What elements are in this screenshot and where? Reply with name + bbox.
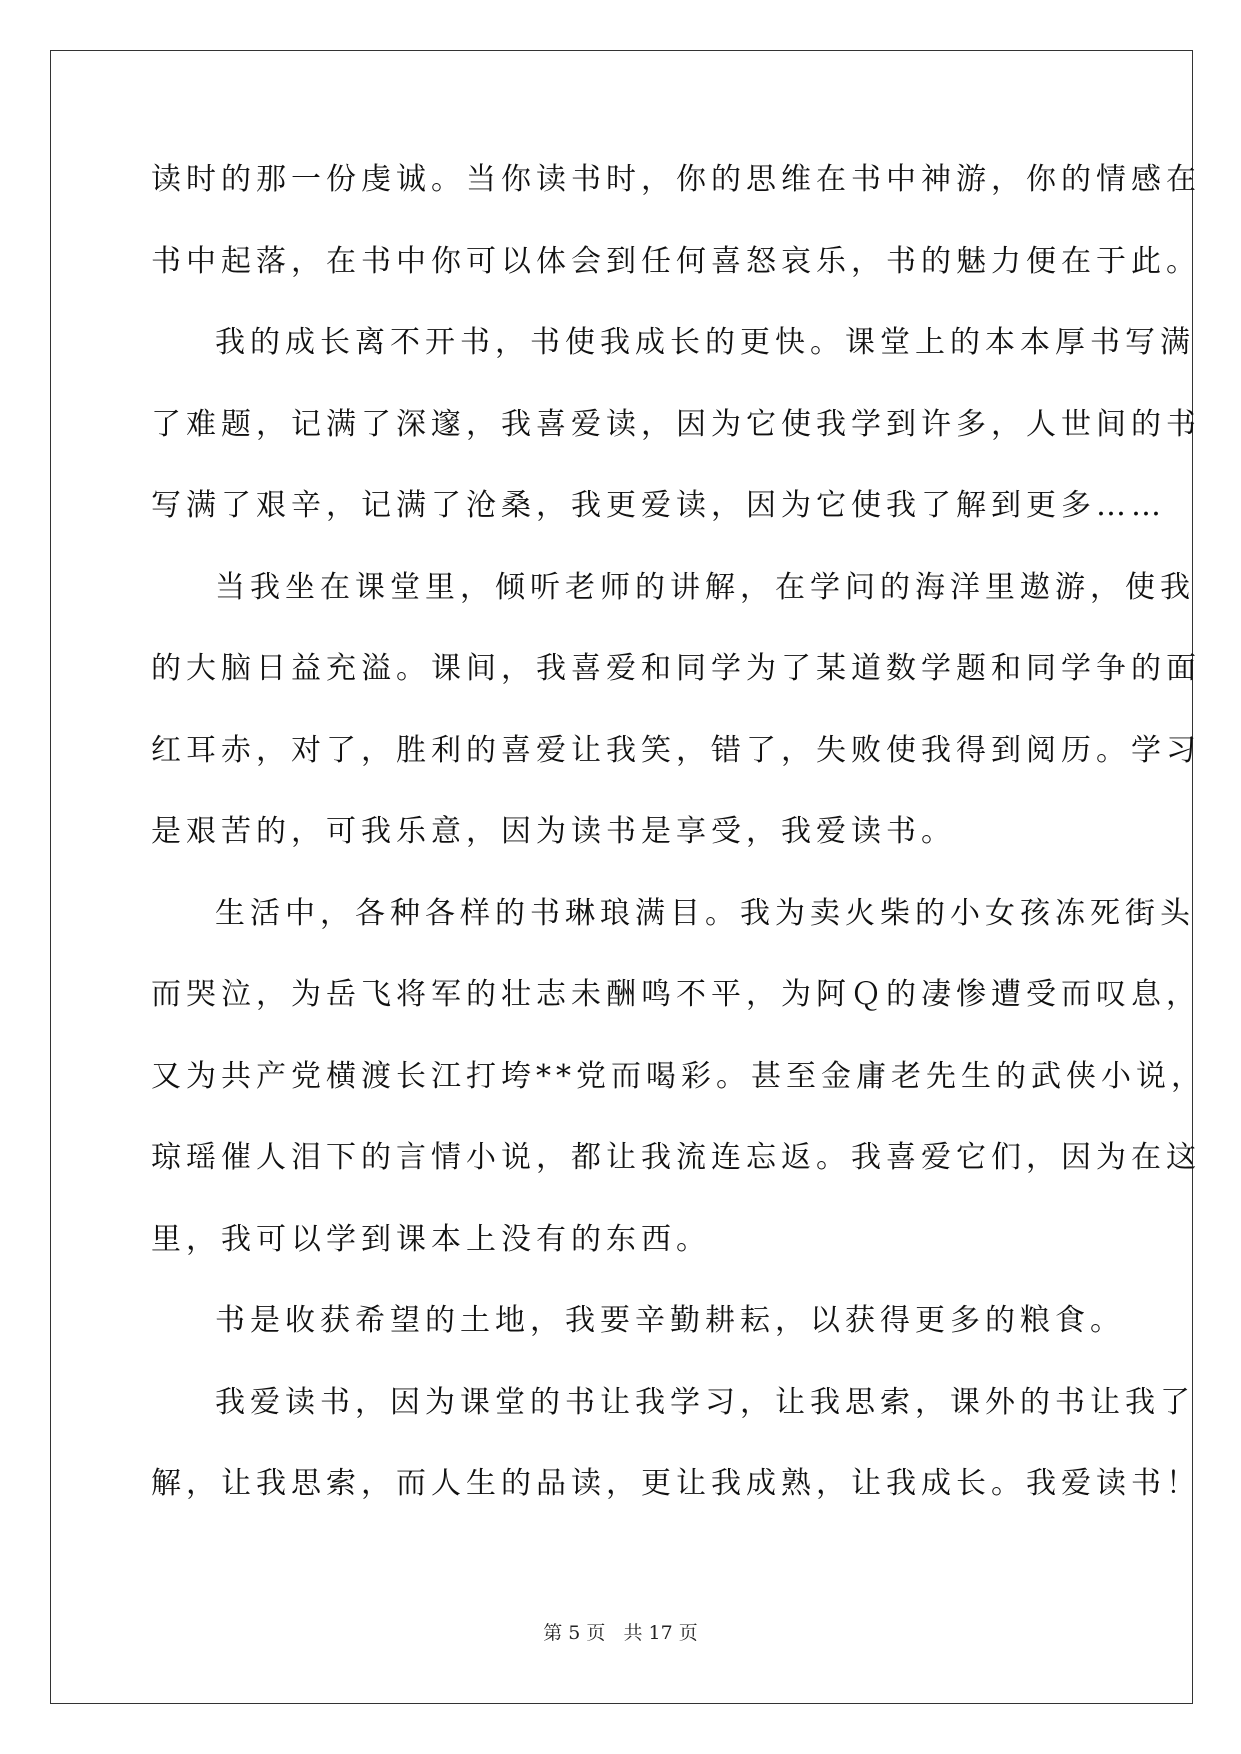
text-line: 书是收获希望的土地，我要辛勤耕耘，以获得更多的粮食。 bbox=[215, 1303, 1125, 1338]
text-line: 里，我可以学到课本上没有的东西。 bbox=[151, 1221, 711, 1257]
page-number-current: 第 5 页 bbox=[543, 1622, 606, 1644]
text-line: 书中起落，在书中你可以体会到任何喜怒哀乐，书的魅力便在于此。 bbox=[151, 243, 1201, 279]
text-line: 了难题，记满了深邃，我喜爱读，因为它使我学到许多，人世间的书 bbox=[151, 406, 1201, 442]
text-line: 生活中，各种各样的书琳琅满目。我为卖火柴的小女孩冻死街头 bbox=[215, 895, 1195, 931]
text-line: 我的成长离不开书，书使我成长的更快。课堂上的本本厚书写满 bbox=[215, 325, 1195, 360]
text-line: 解，让我思索，而人生的品读，更让我成熟，让我成长。我爱读书！ bbox=[151, 1466, 1201, 1501]
text-line: 而哭泣，为岳飞将军的壮志未酬鸣不平，为阿Ｑ的凄惨遭受而叹息， bbox=[151, 977, 1201, 1012]
text-line: 写满了艰辛，记满了沧桑，我更爱读，因为它使我了解到更多…… bbox=[151, 488, 1166, 523]
text-line: 读时的那一份虔诚。当你读书时，你的思维在书中神游，你的情感在 bbox=[151, 162, 1201, 197]
text-line: 红耳赤，对了，胜利的喜爱让我笑，错了，失败使我得到阅历。学习 bbox=[151, 732, 1201, 768]
text-line: 的大脑日益充溢。课间，我喜爱和同学为了某道数学题和同学争的面 bbox=[151, 651, 1201, 686]
text-line: 琼瑶催人泪下的言情小说，都让我流连忘返。我喜爱它们，因为在这 bbox=[151, 1140, 1201, 1175]
page-footer bbox=[0, 1621, 1241, 1645]
text-line: 又为共产党横渡长江打垮**党而喝彩。甚至金庸老先生的武侠小说， bbox=[151, 1058, 1206, 1094]
page-number-total: 共 17 页 bbox=[623, 1622, 698, 1644]
text-line: 是艰苦的，可我乐意，因为读书是享受，我爱读书。 bbox=[151, 814, 956, 849]
document-body bbox=[151, 160, 1206, 1546]
text-line: 当我坐在课堂里，倾听老师的讲解，在学问的海洋里遨游，使我 bbox=[215, 569, 1195, 605]
text-line: 我爱读书，因为课堂的书让我学习，让我思索，课外的书让我了 bbox=[215, 1384, 1195, 1420]
